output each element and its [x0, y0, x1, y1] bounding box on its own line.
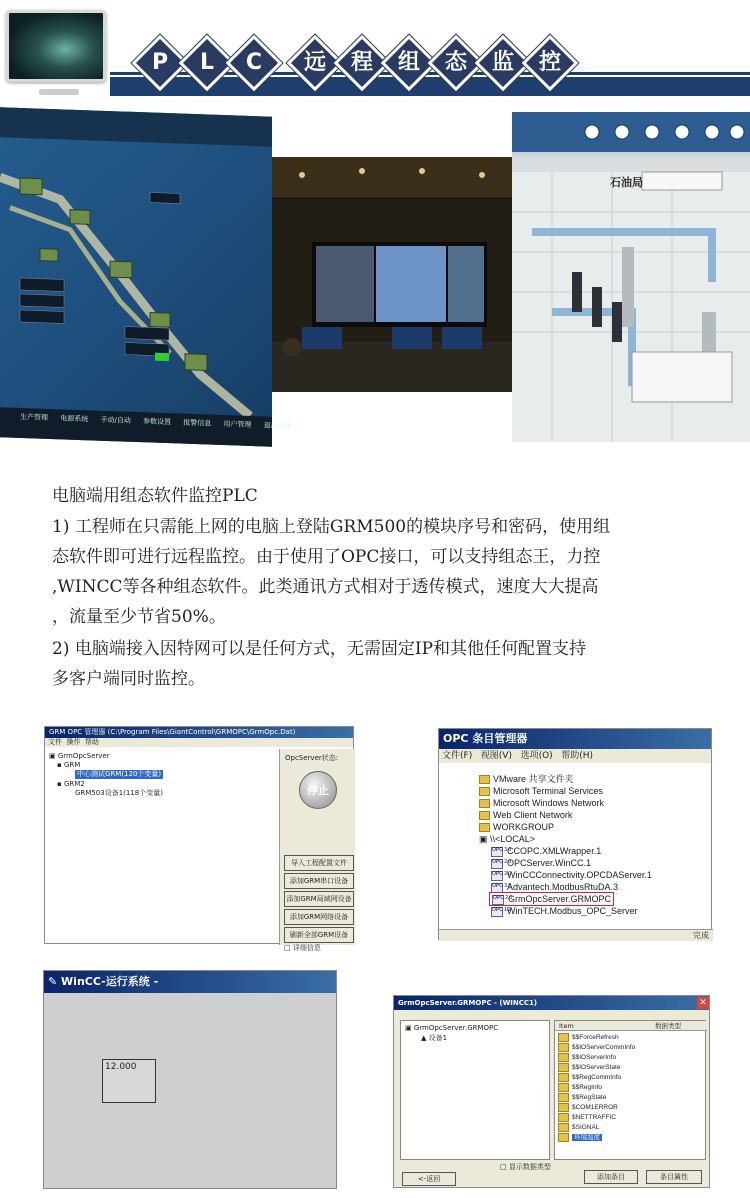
opc-icon: OPC 2.0	[491, 859, 503, 869]
para2-line1: 2) 电脑端接入因特网可以是任何方式，无需固定IP和其他任何配置支持	[52, 639, 587, 659]
item-icon	[558, 1123, 569, 1132]
list-item[interactable]: $SIGNAL	[558, 1123, 599, 1133]
menu-operate[interactable]: 操作	[66, 738, 81, 746]
item-icon	[558, 1073, 569, 1082]
monitor-image	[6, 10, 106, 82]
banner-letter-l: L	[179, 35, 236, 92]
opc-server-item-highlighted[interactable]: OPC 2.0GrmOpcServer.GRMOPC	[489, 892, 614, 906]
tree-item[interactable]: WORKGROUP	[479, 821, 554, 833]
item-properties-button[interactable]: 条目属性	[646, 1170, 702, 1184]
menu-options[interactable]: 选项(O)	[520, 751, 553, 761]
tree-item[interactable]: Web Client Network	[479, 809, 572, 821]
computer-icon: ▣	[479, 834, 491, 844]
items-header	[555, 1021, 707, 1031]
items-pane	[554, 1020, 706, 1160]
menu-file[interactable]: 文件	[48, 738, 62, 746]
tree-item[interactable]: GRM503设备1(118个变量)	[75, 789, 163, 797]
grm-opc-manager-window	[44, 726, 354, 952]
window-title: ✎ WinCC-运行系统 -	[44, 971, 336, 993]
add-item-button[interactable]: 添加条目	[584, 1170, 638, 1184]
status-label: OpcServer状态:	[285, 754, 339, 762]
banner-letter-c: C	[226, 35, 283, 92]
wincc-runtime-window	[43, 970, 337, 1189]
banner	[0, 0, 750, 100]
item-icon	[558, 1083, 569, 1092]
device-icon: ▲	[421, 1034, 427, 1042]
folder-icon	[479, 775, 490, 784]
tree-node-grm2[interactable]: ▪ GRM2	[57, 780, 85, 788]
opc-server-item[interactable]: OPC 3.0CCOPC.XMLWrapper.1	[492, 846, 602, 856]
column-item[interactable]: Item	[559, 1022, 574, 1030]
opc-icon: OPC 1/2	[491, 907, 503, 917]
scada-tab: 用户管理	[223, 420, 252, 430]
add-lan-device-button[interactable]: 添加GRM局域网设备	[284, 891, 354, 907]
folder-icon	[479, 799, 490, 808]
scada-tab: 报警信息	[183, 418, 212, 428]
stop-button[interactable]: 停止	[299, 771, 337, 809]
pump-station-illustration	[512, 112, 750, 442]
control-room-photo	[272, 157, 512, 392]
item-icon	[558, 1063, 569, 1072]
opc-icon: OPC 3.0	[491, 883, 503, 893]
menu-bar	[439, 749, 711, 763]
window-title: OPC 条目管理器	[439, 729, 711, 749]
scada-pipeline-photo	[0, 107, 292, 446]
para1-line4: ，流量至少节省50%。	[52, 607, 226, 627]
opc-server-item[interactable]: OPC 1/2WinTECH.Modbus_OPC_Server	[492, 906, 638, 916]
tree-item-local[interactable]: ▣ \\<LOCAL>	[479, 834, 536, 844]
banner-char-4: 态	[428, 35, 485, 92]
menu-help[interactable]: 帮助	[84, 738, 99, 746]
folder-icon	[479, 823, 490, 832]
folder-icon: ▪	[57, 780, 62, 788]
banner-char-5: 监	[475, 35, 532, 92]
window-title: GrmOpcServer.GRMOPC - (WINCC1)	[394, 996, 709, 1010]
details-checkbox[interactable]: □ 详细信息	[284, 944, 321, 952]
pump-station-photo	[512, 112, 750, 442]
list-item[interactable]: $$RegCommInfo	[558, 1073, 621, 1083]
pipeline-illustration	[0, 107, 272, 446]
scada-tab: 手动/自动	[100, 415, 131, 425]
tree-item-selected[interactable]: 中心测试GRM(120个变量)	[77, 770, 162, 778]
banner-char-2: 程	[334, 35, 391, 92]
side-panel	[279, 749, 355, 952]
para1-line1: 1) 工程师在只需能上网的电脑上登陆GRM500的模块序号和密码，使用组	[52, 517, 611, 537]
tree-item[interactable]: Microsoft Terminal Services	[479, 785, 603, 797]
window-title: GRM OPC 管理器 (C:\Program Files\GiantControl\GRMOPC\GrmOpc.Dat)	[45, 727, 353, 738]
menu-help[interactable]: 帮助(H)	[561, 751, 594, 761]
opc-server-item[interactable]: OPC 3.0Advantech.ModbusRtuDA.3	[492, 882, 619, 892]
status-bar: 完成	[439, 929, 713, 941]
wincc-icon: ✎	[48, 975, 62, 988]
list-item[interactable]: $$ForceRefresh	[558, 1033, 619, 1043]
section-heading: 电脑端用组态软件监控PLC	[52, 486, 258, 506]
list-item[interactable]: $$RegInfo	[558, 1083, 602, 1093]
scada-tab: 退出系统	[263, 421, 292, 431]
tree-item[interactable]: Microsoft Windows Network	[479, 797, 604, 809]
refresh-devices-button[interactable]: 刷新全部GRM设备	[284, 927, 354, 943]
tree-item-device[interactable]: ▲ 设备1	[421, 1034, 448, 1042]
scada-tab: 生产管理	[20, 412, 48, 422]
folder-icon	[479, 811, 490, 820]
banner-letter-p: P	[132, 35, 189, 92]
para1-line2: 态软件即可进行远程监控。由于使用了OPC接口，可以支持组态王，力控	[52, 547, 601, 567]
item-icon	[558, 1053, 569, 1062]
list-item-selected[interactable]: 环境温度	[558, 1133, 602, 1143]
folder-icon	[479, 787, 490, 796]
para2-line2: 多客户端同时监控。	[52, 669, 205, 689]
column-type[interactable]: 数据类型	[655, 1022, 681, 1030]
list-item[interactable]: $$IOServerInfo	[558, 1053, 616, 1063]
tree-root[interactable]: ▣ GrmOpcServer	[49, 752, 110, 760]
tree-root[interactable]: ▣ GrmOpcServer.GRMOPC	[405, 1024, 499, 1032]
opc-server-item[interactable]: OPC 2.0OPCServer.WinCC.1	[492, 858, 592, 868]
item-icon	[558, 1093, 569, 1102]
tree-item[interactable]: VMware 共享文件夹	[479, 773, 574, 785]
list-item[interactable]: $$IOServerState	[558, 1063, 620, 1073]
scada-tab: 电源系统	[60, 414, 89, 424]
control-room-illustration	[272, 157, 512, 392]
banner-char-1: 远	[287, 35, 344, 92]
add-serial-device-button[interactable]: 添加GRM串口设备	[284, 873, 354, 889]
menu-bar	[45, 738, 353, 747]
banner-char-3: 组	[381, 35, 438, 92]
item-icon	[558, 1133, 569, 1142]
item-icon	[558, 1103, 569, 1112]
menu-file[interactable]: 文件(F)	[442, 751, 473, 761]
item-icon	[558, 1043, 569, 1052]
para1-line3: ,WINCC等各种组态软件。此类通讯方式相对于透传模式，速度大大提高	[52, 577, 599, 597]
close-icon[interactable]: ✕	[697, 997, 709, 1009]
item-icon	[558, 1113, 569, 1122]
tree-pane	[400, 1020, 550, 1160]
list-item[interactable]: $$IOServerCommInfo	[558, 1043, 635, 1053]
add-network-device-button[interactable]: 添加GRM网络设备	[284, 909, 354, 925]
opc-icon: OPC 3.0	[491, 847, 503, 857]
banner-char-6: 控	[522, 35, 579, 92]
item-icon	[558, 1033, 569, 1042]
tree-node-grm[interactable]: ▪ GRM	[57, 761, 81, 769]
scada-tab: 参数设置	[143, 417, 172, 427]
computer-icon: ▣	[49, 752, 56, 760]
list-item[interactable]: $NETTRAFFIC	[558, 1113, 616, 1123]
opc-server-item[interactable]: OPC 2.0WinCCConnectivity.OPCDAServer.1	[492, 870, 652, 880]
server-icon: ▣	[405, 1024, 412, 1032]
folder-icon: ▪	[57, 761, 62, 769]
pump-station-header: 石油局	[610, 176, 643, 189]
list-item[interactable]: $$RegState	[558, 1093, 606, 1103]
import-config-button[interactable]: 导入工程配置文件	[284, 855, 354, 871]
menu-view[interactable]: 视图(V)	[480, 751, 512, 761]
opc-icon: OPC 2.0	[492, 895, 504, 905]
opc-item-manager-window	[438, 728, 712, 940]
back-button[interactable]: <-返回	[402, 1172, 456, 1186]
list-item[interactable]: $COM1ERROR	[558, 1103, 618, 1113]
value-display: 12.000	[102, 1059, 156, 1103]
show-type-checkbox[interactable]: □ 显示数据类型	[500, 1163, 551, 1171]
opc-icon: OPC 2.0	[491, 871, 503, 881]
grmopc-browser-window	[393, 995, 710, 1188]
